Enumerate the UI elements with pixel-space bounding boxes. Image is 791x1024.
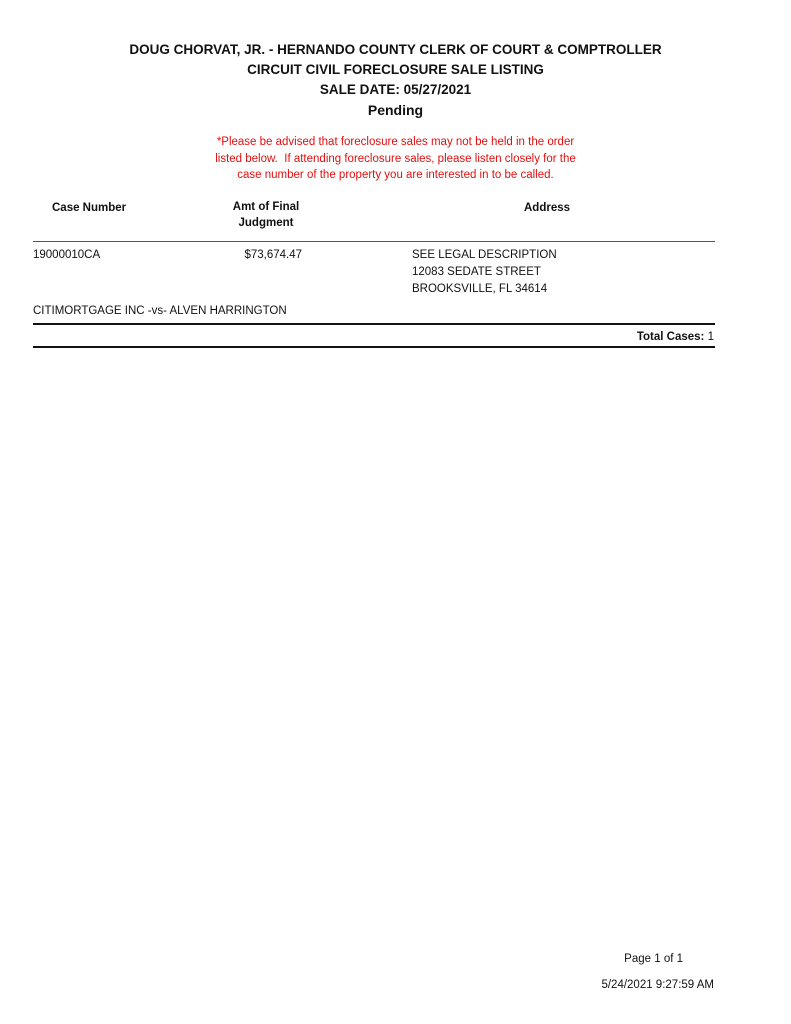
judgment-amount-cell: $73,674.47 [244, 249, 302, 261]
column-header-amount-line: Amt of Final [232, 201, 300, 213]
notice-line: case number of the property you are interested in to be called. [237, 169, 554, 181]
total-divider [33, 346, 715, 348]
header-divider [33, 241, 715, 242]
column-header-address: Address [524, 202, 571, 214]
case-parties: CITIMORTGAGE INC -vs- ALVEN HARRINGTON [33, 305, 287, 317]
report-header [0, 40, 791, 120]
total-cases-label: Total Cases: [636, 331, 705, 343]
print-timestamp: 5/24/2021 9:27:59 AM [601, 979, 714, 991]
column-header-amount-line: Judgment [238, 217, 294, 229]
row-divider [33, 323, 715, 325]
notice-line: *Please be advised that foreclosure sales may not be held in the order [216, 136, 575, 148]
address-line: SEE LEGAL DESCRIPTION [412, 249, 557, 261]
address-line: BROOKSVILLE, FL 34614 [412, 283, 548, 295]
report-subtitle: CIRCUIT CIVIL FORECLOSURE SALE LISTING [247, 62, 544, 77]
address-cell [412, 247, 557, 298]
total-cases-value: 1 [707, 331, 714, 343]
page-number: Page 1 of 1 [624, 953, 683, 965]
column-header-amount [226, 199, 306, 231]
sale-date: SALE DATE: 05/27/2021 [319, 82, 472, 97]
case-number-cell: 19000010CA [33, 249, 101, 261]
address-line: 12083 SEDATE STREET [412, 266, 541, 278]
sale-order-notice [0, 134, 791, 184]
column-header-case-number: Case Number [52, 202, 127, 214]
sale-status: Pending [367, 102, 424, 118]
report-title: DOUG CHORVAT, JR. - HERNANDO COUNTY CLERK OF COURT & COMPTROLLER [129, 42, 662, 57]
notice-line: listed below. If attending foreclosure sales, please listen closely for the [215, 152, 576, 165]
total-cases [637, 329, 714, 345]
